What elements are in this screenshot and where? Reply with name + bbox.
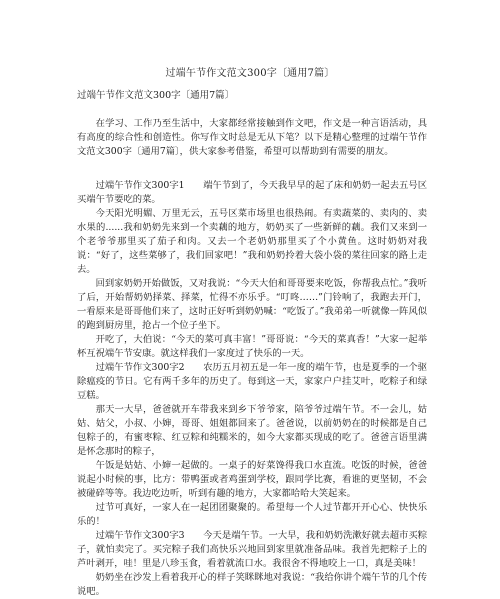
document-subtitle: 过端午节作文范文300字〔通用7篇〕 xyxy=(77,90,235,101)
document-body xyxy=(77,117,427,599)
body-paragraph: 回到家奶奶开始做饭，又对我说：“今天大伯和哥哥要来吃饭，你帮我点忙。”我听了后，开始帮奶奶择菜、择菜，忙得不亦乐乎。“叮咚……”门铃响了，我跑去开门，一看原来是哥哥他们来了，这时正好听到奶奶喊：“吃饭了。”我弟弟一听就像一阵风似的跑到厨房里，抢占一个位子坐下。 xyxy=(77,278,427,331)
essay-1-heading-paragraph: 过端午节作文300字1 端午节到了，今天我早早的起了床和奶奶一起去五号区买端午节要吃的菜。 xyxy=(77,180,427,205)
body-paragraph: 午饭是姑姑、小婶一起做的。一桌子的好菜馋得我口水直流。吃饭的时候，爸爸说起小时候的事，比方：带鸭蛋或者鸡蛋到学校，跟同学比赛，看谁的更坚韧，不会被碰碎等等。我边吃边听，听到有趣的地方，大家都哈哈大笑起来。 xyxy=(77,460,427,499)
body-paragraph: 奶奶坐在沙发上看着我开心的样子笑眯眯地对我说：“我给你讲个端午节的几个传说吧。 xyxy=(77,572,427,597)
paragraph-gap xyxy=(77,159,427,179)
body-paragraph: 那天一大早，爸爸就开车带我来到乡下爷爷家，陪爷爷过端午节。不一会儿，姑姑、姑父，小叔、小婶，哥哥、姐姐都回来了。爸爸说，以前奶奶在的时候都是自己包粽子的，有蜜枣粽、红豆粽和纯糯米的，如今大家都买现成的吃了。爸爸言语里满是怀念那时的粽子， xyxy=(77,404,427,457)
essay-2-heading-paragraph: 过端午节作文300字2 农历五月初五是一年一度的端午节，也是夏季的一个驱除瘟疫的节日。它有两千多年的历史了。每到这一天，家家户户挂艾叶，吃粽子和绿豆糕。 xyxy=(77,362,427,401)
document-title: 过端午节作文范文300字〔通用7篇〕 xyxy=(165,68,335,79)
intro-paragraph: 在学习、工作乃至生活中，大家都经常接触到作文吧，作文是一种言语活动，具有高度的综合性和创造性。你写作文时总是无从下笔？以下是精心整理的过端午节作文范文300字〔通用7篇〕，供大家参考借鉴，希望可以帮助到有需要的朋友。 xyxy=(77,118,427,157)
body-paragraph: 今天阳光明媚、万里无云，五号区菜市场里也很热闹。有卖蔬菜的、卖肉的、卖水果的......我和奶奶先来到一个卖藕的地方，奶奶买了一些新鲜的藕。我们又来到一个老爷爷那里买了茄子和肉。又去一个老奶奶那里买了个小黄鱼。这时奶奶对我说：“好了，这些菜够了，我们回家吧！”我和奶奶拎着大袋小袋的菜往回家的路上走去。 xyxy=(77,208,427,275)
body-paragraph: 开吃了，大伯说：“今天的菜可真丰富！”哥哥说：“今天的菜真香！”大家一起举杯互祝端午节安康。就这样我们一家度过了快乐的一天。 xyxy=(77,334,427,359)
essay-3-heading-paragraph: 过端午节作文300字3 今天是端午节。一大早，我和奶奶洗漱好就去超市买粽子，就怕卖完了。买完粽子我们高快乐兴地回到家里就准备品味。我首先把粽子上的芦叶剥开，哇！里是八珍玉食，看着就流口水。我很舍不得地咬上一口，真是美味！ xyxy=(77,530,427,569)
body-paragraph: 过节可真好，一家人在一起团团聚聚的。希望每一个人过节都开开心心、快快乐乐的！ xyxy=(77,502,427,527)
